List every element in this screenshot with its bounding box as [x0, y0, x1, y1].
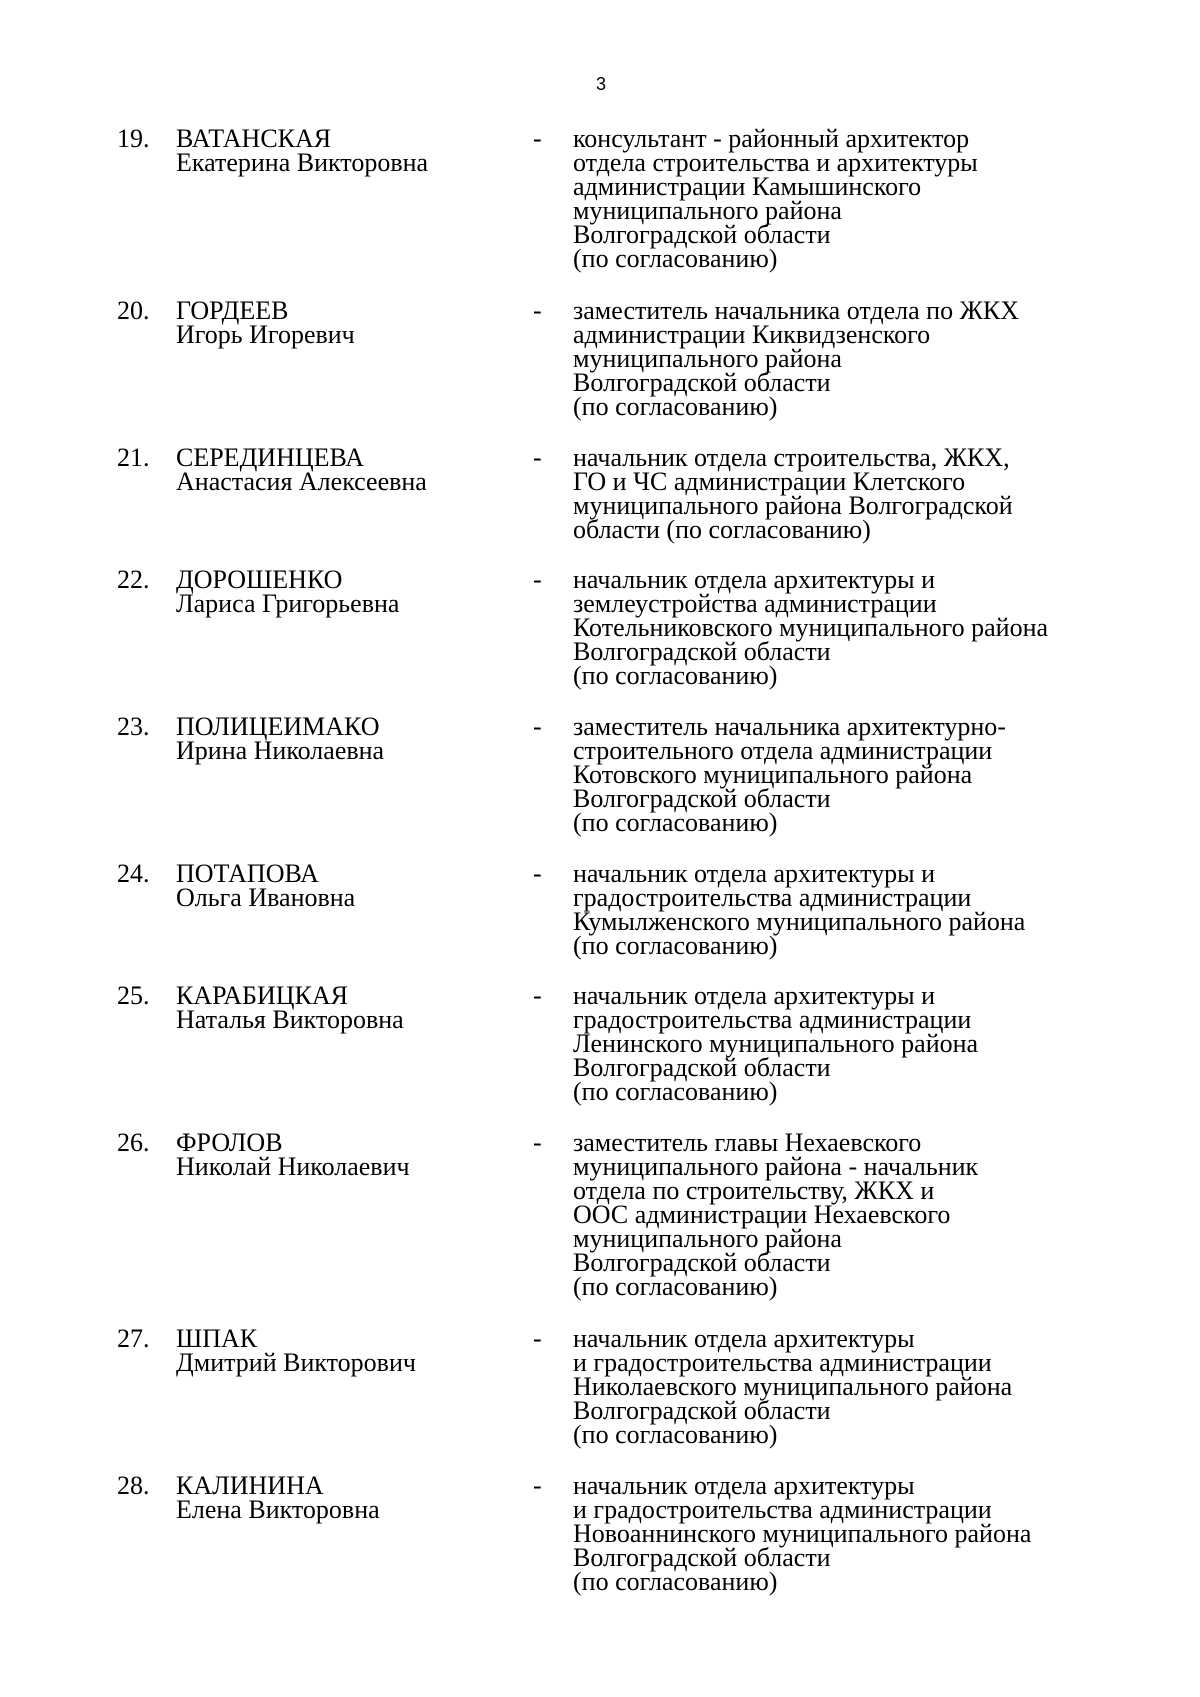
entry-given-names: Николай Николаевич [176, 1152, 410, 1181]
entry-surname: КАЛИНИНА [176, 1471, 324, 1500]
entry-description [573, 981, 1133, 1106]
entry-person [176, 981, 404, 1034]
description-line: области (по согласованию) [573, 515, 871, 544]
entry-person [176, 712, 385, 765]
description-line: (по согласованию) [573, 244, 778, 273]
description-line: муниципального района - начальник [573, 1152, 979, 1181]
description-line: заместитель начальника отдела по ЖКХ [573, 296, 1019, 325]
entry-surname: ДОРОШЕНКО [176, 565, 343, 594]
entry-given-names: Игорь Игоревич [176, 320, 355, 349]
entry-person [176, 124, 429, 177]
description-line: градостроительства администрации [573, 1005, 972, 1034]
description-line: отдела строительства и архитектуры [573, 148, 978, 177]
entry-person [176, 1324, 416, 1377]
entry-number: 26. [117, 1128, 150, 1157]
entry-person [176, 859, 356, 912]
description-line: (по согласованию) [573, 931, 778, 960]
entry-number: 19. [117, 124, 150, 153]
description-line: начальник отдела архитектуры и [573, 565, 936, 594]
description-line: строительного отдела администрации [573, 736, 993, 765]
entry-dash: - [533, 565, 542, 594]
entry-person [176, 296, 355, 349]
entry-dash: - [533, 1324, 542, 1353]
description-line: начальник отдела архитектуры [573, 1471, 915, 1500]
entry-number: 27. [117, 1324, 150, 1353]
entry-person [176, 443, 427, 496]
entry-given-names: Лариса Григорьевна [176, 589, 400, 618]
entry-surname: ВАТАНСКАЯ [176, 124, 332, 153]
description-line: (по согласованию) [573, 1077, 778, 1106]
entry-description [573, 565, 1133, 690]
entry-given-names: Ирина Николаевна [176, 736, 385, 765]
entry-person [176, 565, 400, 618]
entry-number: 22. [117, 565, 150, 594]
description-line: начальник отдела архитектуры [573, 1324, 915, 1353]
entry-number: 28. [117, 1471, 150, 1500]
description-line: ГО и ЧС администрации Клетского [573, 467, 966, 496]
description-line: градостроительства администрации [573, 883, 972, 912]
description-line: Котовского муниципального района [573, 760, 973, 789]
entry-description [573, 1324, 1133, 1449]
description-line: отдела по строительству, ЖКХ и [573, 1176, 935, 1205]
description-line: заместитель начальника архитектурно- [573, 712, 1006, 741]
description-line: (по согласованию) [573, 1420, 778, 1449]
description-line: (по согласованию) [573, 1567, 778, 1596]
entry-surname: ГОРДЕЕВ [176, 296, 289, 325]
entry-dash: - [533, 1471, 542, 1500]
description-line: землеустройства администрации [573, 589, 937, 618]
description-line: Волгоградской области [573, 1543, 831, 1572]
description-line: муниципального района [573, 1224, 842, 1253]
entry-number: 21. [117, 443, 150, 472]
description-line: (по согласованию) [573, 392, 778, 421]
entry-number: 24. [117, 859, 150, 888]
entry-dash: - [533, 124, 542, 153]
entry-description [573, 712, 1133, 837]
description-line: Волгоградской области [573, 368, 831, 397]
entry-given-names: Ольга Ивановна [176, 883, 356, 912]
description-line: муниципального района [573, 196, 842, 225]
entry-given-names: Елена Викторовна [176, 1495, 380, 1524]
description-line: Волгоградской области [573, 1396, 831, 1425]
entry-surname: ПОТАПОВА [176, 859, 319, 888]
description-line: и градостроительства администрации [573, 1495, 992, 1524]
entry-description [573, 1471, 1133, 1596]
entry-number: 25. [117, 981, 150, 1010]
description-line: Волгоградской области [573, 220, 831, 249]
entry-number: 20. [117, 296, 150, 325]
entry-given-names: Дмитрий Викторович [176, 1348, 416, 1377]
description-line: и градостроительства администрации [573, 1348, 992, 1377]
description-line: заместитель главы Нехаевского [573, 1128, 922, 1157]
description-line: (по согласованию) [573, 1272, 778, 1301]
description-line: Кумылженского муниципального района [573, 907, 1026, 936]
description-line: Николаевского муниципального района [573, 1372, 1013, 1401]
description-line: муниципального района [573, 344, 842, 373]
description-line: Волгоградской области [573, 1248, 831, 1277]
entry-surname: СЕРЕДИНЦЕВА [176, 443, 364, 472]
entry-surname: ШПАК [176, 1324, 258, 1353]
entry-given-names: Анастасия Алексеевна [176, 467, 427, 496]
entry-dash: - [533, 981, 542, 1010]
entry-person [176, 1128, 410, 1181]
entry-person [176, 1471, 380, 1524]
description-line: Волгоградской области [573, 1053, 831, 1082]
entry-description [573, 1128, 1133, 1301]
description-line: начальник отдела архитектуры и [573, 859, 936, 888]
description-line: Волгоградской области [573, 784, 831, 813]
entry-surname: ФРОЛОВ [176, 1128, 283, 1157]
entry-surname: ПОЛИЦЕИМАКО [176, 712, 380, 741]
entry-surname: КАРАБИЦКАЯ [176, 981, 348, 1010]
entry-dash: - [533, 859, 542, 888]
entry-given-names: Екатерина Викторовна [176, 148, 429, 177]
description-line: ООС администрации Нехаевского [573, 1200, 951, 1229]
entry-dash: - [533, 296, 542, 325]
entry-dash: - [533, 443, 542, 472]
entry-description [573, 124, 1133, 273]
description-line: начальник отдела строительства, ЖКХ, [573, 443, 1010, 472]
entry-given-names: Наталья Викторовна [176, 1005, 404, 1034]
description-line: Волгоградской области [573, 637, 831, 666]
entry-description [573, 296, 1133, 421]
description-line: консультант - районный архитектор [573, 124, 970, 153]
description-line: администрации Киквидзенского [573, 320, 931, 349]
description-line: Новоаннинского муниципального района [573, 1519, 1032, 1548]
description-line: администрации Камышинского [573, 172, 922, 201]
entry-description [573, 859, 1133, 960]
description-line: начальник отдела архитектуры и [573, 981, 936, 1010]
entry-description [573, 443, 1133, 544]
description-line: Ленинского муниципального района [573, 1029, 979, 1058]
entry-dash: - [533, 1128, 542, 1157]
description-line: (по согласованию) [573, 661, 778, 690]
description-line: муниципального района Волгоградской [573, 491, 1013, 520]
description-line: (по согласованию) [573, 808, 778, 837]
entry-dash: - [533, 712, 542, 741]
description-line: Котельниковского муниципального района [573, 613, 1049, 642]
entry-number: 23. [117, 712, 150, 741]
page-number: 3 [596, 74, 607, 94]
